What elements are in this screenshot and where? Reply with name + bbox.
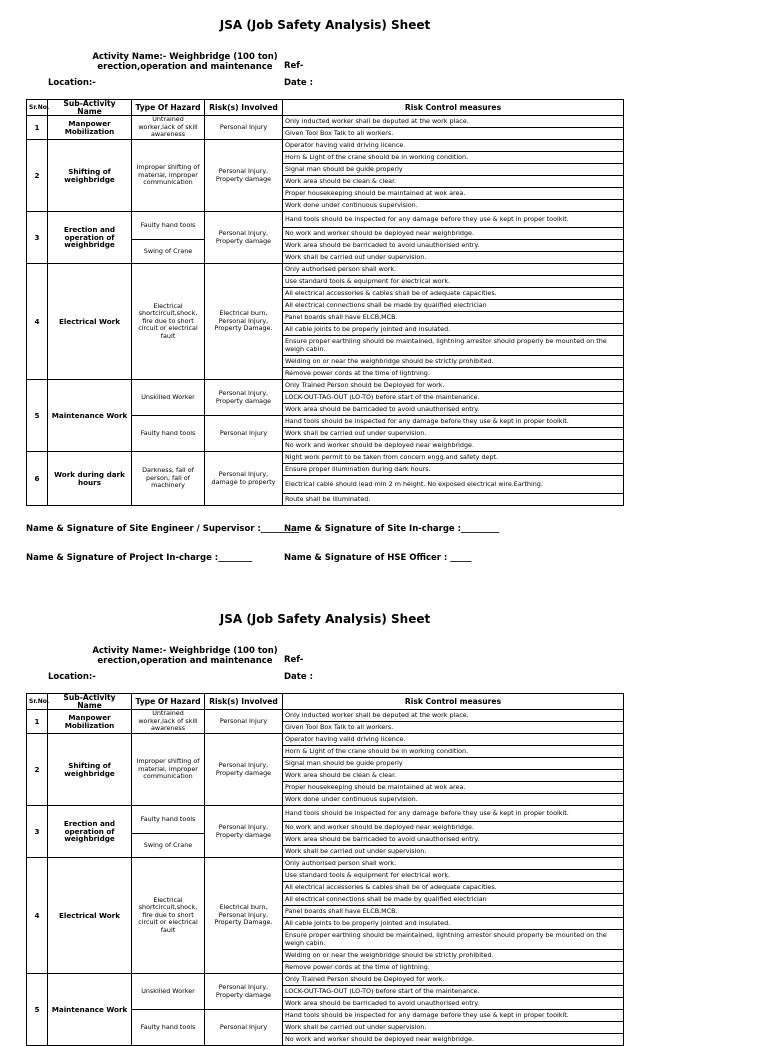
control-measure: Operator having valid driving licence. xyxy=(283,140,624,152)
control-measure: Work area should be clean & clear. xyxy=(283,770,624,782)
table-row xyxy=(27,734,624,746)
control-measure: Use standard tools & equipment for electrical work. xyxy=(283,276,624,288)
control-measure: Electrical cable should lead min 2 m height. No exposed electrical wire.Earthing. xyxy=(283,476,624,494)
control-measure: Hand tools should be inspected for any damage before they use & kept in proper toolkit. xyxy=(283,1010,624,1022)
header-row xyxy=(27,694,624,710)
ref-label: Ref- xyxy=(284,61,304,71)
control-measure: Ensure proper earthling should be maintained, lightning arrestor should properly be mounted on the weigh cabin. xyxy=(283,930,624,950)
table-row xyxy=(27,806,624,822)
table-row xyxy=(27,116,624,128)
hazard-type: Unskilled Worker xyxy=(132,380,205,416)
date-label: Date : xyxy=(284,78,313,88)
table-row xyxy=(27,212,624,228)
activity-line-2: erection,operation and maintenance xyxy=(97,62,273,72)
control-measure: Ensure proper earthling should be maintained, lightning arrestor should properly be mounted on the weigh cabin. xyxy=(283,336,624,356)
risk-involved: Personal Injury, Property damage xyxy=(205,140,283,212)
jsa-table xyxy=(26,99,624,506)
risk-involved: Personal Injury, Property damage xyxy=(205,734,283,806)
header-hazard: Type Of Hazard xyxy=(132,694,205,710)
control-measure: Only Trained Person should be Deployed for work. xyxy=(283,974,624,986)
control-measure: Only authorised person shall work. xyxy=(283,858,624,870)
sub-activity-name: Manpower Mobilization xyxy=(48,116,132,140)
control-measure: Work done under continuous supervision. xyxy=(283,794,624,806)
control-measure: No work and worker should be deployed near weighbridge. xyxy=(283,822,624,834)
sub-activity-name: Manpower Mobilization xyxy=(48,710,132,734)
header-sr-no: Sr.No. xyxy=(27,100,48,116)
hazard-type: Electrical shortcircuit,shock, fire due to short circuit or electrical fault xyxy=(132,264,205,380)
control-measure: Horn & Light of the crane should be in working condition. xyxy=(283,152,624,164)
hazard-type: Faulty hand tools xyxy=(132,806,205,834)
sheet-title: JSA (Job Safety Analysis) Sheet xyxy=(219,612,431,626)
control-measure: No work and worker should be deployed near weighbridge. xyxy=(283,1034,624,1046)
header-sub-activity: Sub-Activity Name xyxy=(48,694,132,710)
sub-activity-name: Erection and operation of weighbridge xyxy=(48,806,132,858)
control-measure: Remove power cords at the time of lightning. xyxy=(283,962,624,974)
control-measure: Work done under continuous supervision. xyxy=(283,200,624,212)
hazard-type: Untrained worker,lack of skill awareness xyxy=(132,710,205,734)
header-control-measures: Risk Control measures xyxy=(283,694,624,710)
risk-involved: Personal Injury xyxy=(205,116,283,140)
date-label: Date : xyxy=(284,672,313,682)
hazard-type: Darkness, fall of person, fall of machinery xyxy=(132,452,205,506)
activity-name xyxy=(60,646,310,666)
control-measure: Signal man should be guide properly xyxy=(283,758,624,770)
activity-line-1: Activity Name:- Weighbridge (100 ton) xyxy=(92,646,278,656)
hazard-type: Faulty hand tools xyxy=(132,1010,205,1046)
control-measure: Night work permit to be taken from concern engg.and safety dept. xyxy=(283,452,624,464)
hazard-type: Swing of Crane xyxy=(132,240,205,264)
control-measure: Only inducted worker shall be deputed at the work place. xyxy=(283,116,624,128)
jsa-sheet-2 xyxy=(0,594,768,1043)
control-measure: Work shall be carried out under supervision. xyxy=(283,428,624,440)
control-measure: Remove power cords at the time of lightning. xyxy=(283,368,624,380)
row-number: 5 xyxy=(27,974,48,1046)
control-measure: Work area should be barricaded to avoid unauthorised entry. xyxy=(283,834,624,846)
sub-activity-name: Maintenance Work xyxy=(48,974,132,1046)
control-measure: All cable joints to be properly jointed and insulated. xyxy=(283,324,624,336)
risk-involved: Personal Injury, Property damage xyxy=(205,974,283,1010)
activity-line-1: Activity Name:- Weighbridge (100 ton) xyxy=(92,52,278,62)
control-measure: Work area should be barricaded to avoid unauthorised entry. xyxy=(283,998,624,1010)
control-measure: Proper housekeeping should be maintained at wok area. xyxy=(283,782,624,794)
hazard-type: Untrained worker,lack of skill awareness xyxy=(132,116,205,140)
site-engineer-signature: Name & Signature of Site Engineer / Supervisor :_________ xyxy=(26,524,300,534)
control-measure: No work and worker should be deployed near weighbridge. xyxy=(283,228,624,240)
header-hazard: Type Of Hazard xyxy=(132,100,205,116)
sub-activity-name: Erection and operation of weighbridge xyxy=(48,212,132,264)
site-incharge-signature: Name & Signature of Site In-charge :_________ xyxy=(284,524,500,534)
table-row xyxy=(27,452,624,464)
control-measure: Operator having valid driving licence. xyxy=(283,734,624,746)
risk-involved: Personal Injury, Property damage xyxy=(205,806,283,858)
table-row xyxy=(27,974,624,986)
control-measure: Hand tools should be inspected for any damage before they use & kept in proper toolkit. xyxy=(283,416,624,428)
header-risk: Risk(s) Involved xyxy=(205,694,283,710)
sheet-title: JSA (Job Safety Analysis) Sheet xyxy=(219,18,431,32)
hazard-type: Unskilled Worker xyxy=(132,974,205,1010)
control-measure: Work shall be carried out under supervision. xyxy=(283,846,624,858)
control-measure: Given Tool Box Talk to all workers. xyxy=(283,722,624,734)
table-row xyxy=(27,858,624,870)
control-measure: Work shall be carried out under supervision. xyxy=(283,252,624,264)
control-measure: All electrical accessories & cables shall be of adequate capacities. xyxy=(283,288,624,300)
header-sr-no: Sr.No. xyxy=(27,694,48,710)
row-number: 4 xyxy=(27,264,48,380)
activity-line-2: erection,operation and maintenance xyxy=(97,656,273,666)
hazard-type: Swing of Crane xyxy=(132,834,205,858)
sub-activity-name: Maintenance Work xyxy=(48,380,132,452)
row-number: 6 xyxy=(27,452,48,506)
control-measure: All electrical accessories & cables shall be of adequate capacities. xyxy=(283,882,624,894)
project-incharge-signature: Name & Signature of Project In-charge :________ xyxy=(26,553,253,563)
control-measure: All electrical connections shall be made by qualified electrician xyxy=(283,894,624,906)
row-number: 3 xyxy=(27,806,48,858)
control-measure: Route shall be illuminated. xyxy=(283,494,624,506)
row-number: 2 xyxy=(27,734,48,806)
table-row xyxy=(27,380,624,392)
control-measure: Panel boards shall have ELCB,MCB. xyxy=(283,906,624,918)
control-measure: Hand tools should be inspected for any damage before they use & kept in proper toolkit. xyxy=(283,806,624,822)
control-measure: Work shall be carried out under supervision. xyxy=(283,1022,624,1034)
risk-involved: Electrical burn, Personal Injury, Property Damage. xyxy=(205,858,283,974)
control-measure: Welding on or near the weighbridge should be strictly prohibited. xyxy=(283,950,624,962)
control-measure: All cable joints to be properly jointed and insulated. xyxy=(283,918,624,930)
hazard-type: Faulty hand tools xyxy=(132,212,205,240)
control-measure: Work area should be barricaded to avoid unauthorised entry. xyxy=(283,240,624,252)
sub-activity-name: Electrical Work xyxy=(48,858,132,974)
control-measure: Work area should be clean & clear. xyxy=(283,176,624,188)
sub-activity-name: Shifting of weighbridge xyxy=(48,734,132,806)
table-row xyxy=(27,264,624,276)
control-measure: Proper housekeeping should be maintained at wok area. xyxy=(283,188,624,200)
header-sub-activity: Sub-Activity Name xyxy=(48,100,132,116)
header-row xyxy=(27,100,624,116)
risk-involved: Personal Injury xyxy=(205,1010,283,1046)
table-row xyxy=(27,140,624,152)
control-measure: Work area should be barricaded to avoid unauthorised entry. xyxy=(283,404,624,416)
header-control-measures: Risk Control measures xyxy=(283,100,624,116)
risk-involved: Personal Injury xyxy=(205,710,283,734)
control-measure: Horn & Light of the crane should be in working condition. xyxy=(283,746,624,758)
control-measure: All electrical connections shall be made by qualified electrician xyxy=(283,300,624,312)
table-row xyxy=(27,710,624,722)
hazard-type: Faulty hand tools xyxy=(132,416,205,452)
ref-label: Ref- xyxy=(284,655,304,665)
row-number: 3 xyxy=(27,212,48,264)
location-label: Location:- xyxy=(48,78,96,88)
hse-officer-signature: Name & Signature of HSE Officer : _____ xyxy=(284,553,472,563)
control-measure: Only Trained Person should be Deployed for work. xyxy=(283,380,624,392)
control-measure: Only inducted worker shall be deputed at the work place. xyxy=(283,710,624,722)
risk-involved: Personal Injury, Property damage xyxy=(205,212,283,264)
control-measure: No work and worker should be deployed near weighbridge. xyxy=(283,440,624,452)
sub-activity-name: Shifting of weighbridge xyxy=(48,140,132,212)
location-label: Location:- xyxy=(48,672,96,682)
risk-involved: Personal Injury, damage to property xyxy=(205,452,283,506)
row-number: 4 xyxy=(27,858,48,974)
sub-activity-name: Electrical Work xyxy=(48,264,132,380)
control-measure: Welding on or near the weighbridge should be strictly prohibited. xyxy=(283,356,624,368)
header-risk: Risk(s) Involved xyxy=(205,100,283,116)
control-measure: Only authorised person shall work. xyxy=(283,264,624,276)
hazard-type: Improper shifting of material, improper communication xyxy=(132,734,205,806)
hazard-type: Improper shifting of material, improper communication xyxy=(132,140,205,212)
row-number: 2 xyxy=(27,140,48,212)
row-number: 1 xyxy=(27,710,48,734)
control-measure: Hand tools should be inspected for any damage before they use & kept in proper toolkit. xyxy=(283,212,624,228)
control-measure: Panel boards shall have ELCB,MCB. xyxy=(283,312,624,324)
control-measure: Use standard tools & equipment for electrical work. xyxy=(283,870,624,882)
row-number: 1 xyxy=(27,116,48,140)
control-measure: LOCK-OUT-TAG-OUT (LO-TO) before start of the maintenance. xyxy=(283,986,624,998)
risk-involved: Electrical burn, Personal Injury, Property Damage. xyxy=(205,264,283,380)
risk-involved: Personal Injury xyxy=(205,416,283,452)
control-measure: Ensure proper illumination during dark hours. xyxy=(283,464,624,476)
sub-activity-name: Work during dark hours xyxy=(48,452,132,506)
activity-name xyxy=(60,52,310,72)
control-measure: LOCK-OUT-TAG-OUT (LO-TO) before start of the maintenance. xyxy=(283,392,624,404)
hazard-type: Electrical shortcircuit,shock, fire due to short circuit or electrical fault xyxy=(132,858,205,974)
row-number: 5 xyxy=(27,380,48,452)
risk-involved: Personal Injury, Property damage xyxy=(205,380,283,416)
control-measure: Given Tool Box Talk to all workers. xyxy=(283,128,624,140)
control-measure: Signal man should be guide properly xyxy=(283,164,624,176)
jsa-table xyxy=(26,693,624,1046)
